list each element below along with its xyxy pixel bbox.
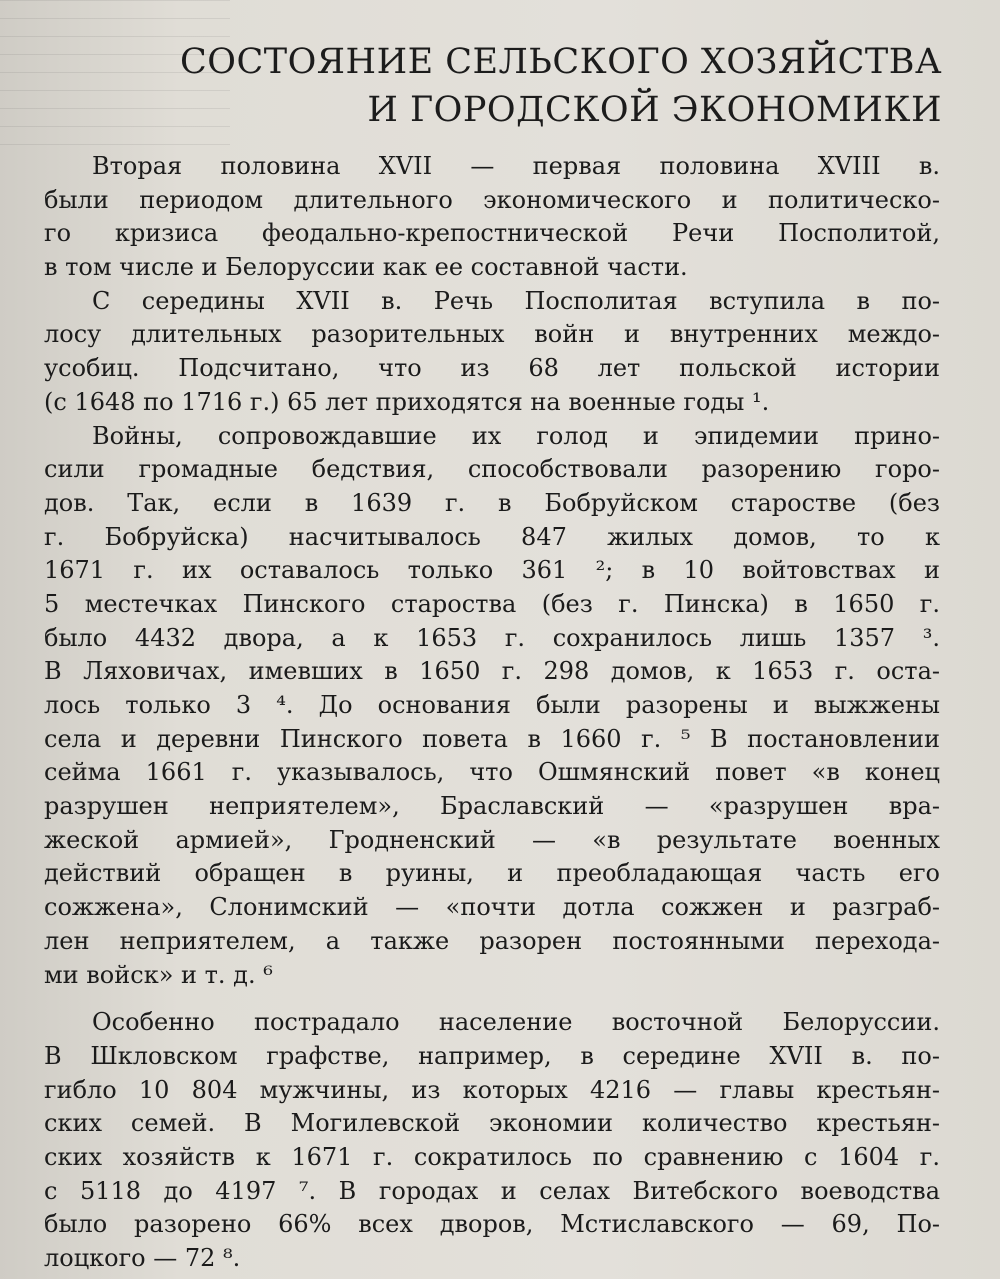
text-line: В Шкловском графстве, например, в середине XVII в. по- [44, 1041, 940, 1070]
text-line: Особенно пострадало население восточной Белоруссии. [92, 1008, 940, 1037]
text-line: Вторая половина XVII — первая половина XVIII в. [92, 152, 940, 180]
text-line: 1671 г. их оставалось только 361 ²; в 10 войтовствах и [44, 556, 940, 585]
text-line: 5 местечках Пинского староства (без г. Пинска) в 1650 г. [44, 589, 940, 618]
text-line: Войны, сопровождавшие их голод и эпидемии прино- [92, 421, 940, 450]
text-line: в том числе и Белоруссии как ее составной части. [44, 253, 688, 282]
text-line: ских семей. В Могилевской экономии количество крестьян- [44, 1109, 940, 1138]
text-line: лен неприятелем, а также разорен постоянными переходa- [44, 926, 940, 955]
text-line: разрушен неприятелем», Браславский — «разрушен вра- [44, 792, 940, 821]
text-line: села и деревни Пинского повета в 1660 г. ⁵ В постановлении [44, 724, 940, 753]
text-line: были периодом длительного экономического и политическо- [44, 185, 940, 214]
text-line: ских хозяйств к 1671 г. сократилось по сравнению с 1604 г. [44, 1142, 940, 1171]
text-line: действий обращен в руины, и преобладающая часть его [44, 859, 940, 888]
text-line: сожжена», Слонимский — «почти дотла сожжен и разграб- [44, 893, 940, 922]
text-line: с 5118 до 4197 ⁷. В городах и селах Витебского воеводства [44, 1176, 940, 1205]
heading-line-2: И ГОРОДСКОЙ ЭКОНОМИКИ [367, 90, 942, 130]
heading-line-1: СОСТОЯНИЕ СЕЛЬСКОГО ХОЗЯЙСТВА [179, 42, 942, 82]
text-line: было разорено 66% всех дворов, Мстиславского — 69, По- [44, 1210, 940, 1239]
text-line: г. Бобруйска) насчитывалось 847 жилых домов, то к [44, 522, 940, 551]
paragraph-gap [44, 992, 940, 1006]
text-line: сейма 1661 г. указывалось, что Ошмянский повет «в конец [44, 758, 940, 787]
text-line: (с 1648 по 1716 г.) 65 лет приходятся на военные годы ¹. [44, 387, 770, 416]
text-line: С середины XVII в. Речь Посполитая вступила в по- [92, 286, 940, 315]
body-text [44, 150, 940, 1276]
chapter-heading [180, 38, 942, 134]
text-line: сили громадные бедствия, способствовали разорению горо- [44, 455, 940, 484]
text-line: гибло 10 804 мужчины, из которых 4216 — главы крестьян- [44, 1075, 940, 1104]
text-line: лоцкого — 72 ⁸. [44, 1244, 241, 1272]
text-line: лось только 3 ⁴. До основания были разорены и выжжены [44, 691, 940, 719]
text-line: го кризиса феодально-крепостнической Речи Посполитой, [44, 219, 940, 248]
text-line: жеской армией», Гродненский — «в результате военных [44, 825, 940, 854]
text-line: усобиц. Подсчитано, что из 68 лет польской истории [44, 354, 940, 383]
text-line: было 4432 двора, а к 1653 г. сохранилось лишь 1357 ³. [44, 623, 940, 652]
text-line: лосу длительных разорительных войн и внутренних междо- [44, 320, 940, 349]
text-line: дов. Так, если в 1639 г. в Бобруйском старостве (без [44, 488, 940, 517]
text-line: В Ляховичах, имевших в 1650 г. 298 домов, к 1653 г. оста- [44, 657, 940, 686]
text-line: ми войск» и т. д. ⁶ [44, 960, 273, 989]
